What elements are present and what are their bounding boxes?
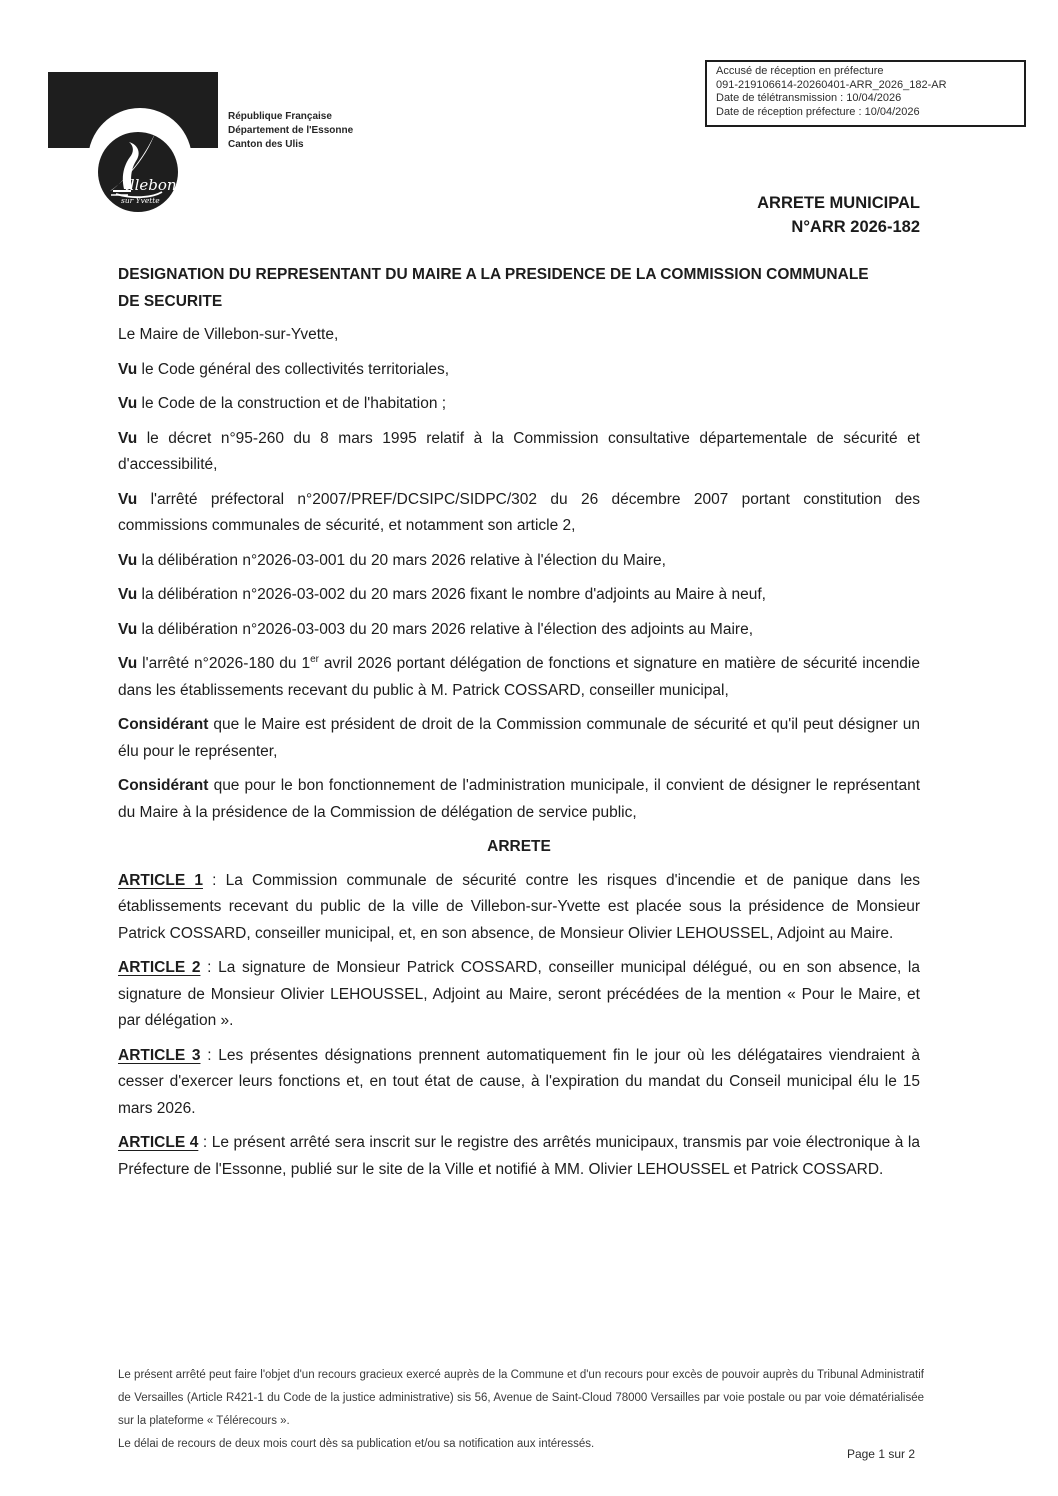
recital-text: le décret n°95-260 du 8 mars 1995 relatif à la Commission consultative départementale de sécurité et d'accessibilité, bbox=[118, 429, 920, 473]
order-heading: ARRETE bbox=[487, 838, 551, 855]
recital-text: l'arrêté n°2026-180 du 1 bbox=[137, 655, 311, 672]
recital-paragraph bbox=[118, 651, 920, 704]
recital-text: la délibération n°2026-03-002 du 20 mars 2026 fixant le nombre d'adjoints au Maire à neuf, bbox=[137, 586, 766, 603]
article-label: ARTICLE 2 bbox=[118, 959, 201, 976]
swan-icon bbox=[98, 132, 178, 212]
recital-lead: Vu bbox=[118, 360, 138, 378]
recital-paragraph bbox=[118, 617, 920, 644]
decree-title-line: ARRETE MUNICIPAL bbox=[757, 194, 920, 212]
intro-paragraph: Le Maire de Villebon-sur-Yvette, bbox=[118, 326, 339, 343]
recital-paragraph bbox=[118, 582, 920, 609]
decree-subject bbox=[118, 262, 920, 315]
letterhead-republic: République Française bbox=[228, 111, 332, 122]
recital-paragraph bbox=[118, 357, 920, 384]
recital-lead: Vu bbox=[118, 429, 138, 447]
logo-subtitle-text: sur Yvette bbox=[121, 196, 160, 205]
receipt-reference: 091-219106614-20260401-ARR_2026_182-AR bbox=[716, 78, 947, 91]
receipt-line: Accusé de réception en préfecture bbox=[716, 65, 884, 77]
receipt-reception-date: Date de réception préfecture : 10/04/2026 bbox=[716, 105, 920, 118]
logo-circle bbox=[98, 132, 178, 212]
logo-script-text: illebon bbox=[125, 176, 177, 194]
recital-lead: Vu bbox=[118, 586, 138, 603]
article-text: : Les présentes désignations prennent automatiquement fin le jour où les délégataires viendraient à cesser d'exercer leurs fonctions et, en tout état de cause, à l'expiration du mandat du Conseil municipal élu le 15 mars 2026. bbox=[118, 1046, 920, 1117]
decree-title bbox=[757, 192, 920, 239]
prefecture-receipt-box bbox=[705, 60, 1026, 127]
recital-paragraph bbox=[118, 712, 920, 765]
recital-text: que pour le bon fonctionnement de l'administration municipale, il convient de désigner le représentant du Maire à la présidence de la Commission de délégation de service public, bbox=[118, 777, 920, 821]
recital-paragraph bbox=[118, 487, 920, 540]
subject-line-2: DE SECURITE bbox=[118, 292, 223, 310]
letterhead-block bbox=[228, 110, 353, 152]
recital-paragraph bbox=[118, 391, 920, 418]
recital-lead: Vu bbox=[118, 490, 138, 508]
article-label: ARTICLE 3 bbox=[118, 1046, 201, 1064]
recital-lead: Considérant bbox=[118, 716, 209, 733]
recital-lead: Vu bbox=[118, 551, 138, 569]
recital-text: le Code de la construction et de l'habitation ; bbox=[137, 395, 447, 412]
recital-lead: Considérant bbox=[118, 777, 209, 794]
article-label: ARTICLE 1 bbox=[118, 871, 203, 889]
receipt-transmission-date: Date de télétransmission : 10/04/2026 bbox=[716, 92, 902, 104]
recital-lead: Vu bbox=[118, 620, 138, 638]
recital-paragraph bbox=[118, 773, 920, 826]
recital-text: que le Maire est président de droit de la Commission communale de sécurité et qu'il peut désigner un élu pour le représenter, bbox=[118, 716, 920, 760]
letterhead-department: Département de l'Essonne bbox=[228, 125, 354, 136]
article-text: : La signature de Monsieur Patrick COSSARD, conseiller municipal délégué, ou en son absence, la signature de Monsieur Olivier LEHOUSSEL, Adjoint au Maire, seront précédées de la mention « Pour le Maire, et par délégation ». bbox=[118, 959, 920, 1029]
recital-paragraph bbox=[118, 426, 920, 479]
recital-text: le Code général des collectivités territoriales, bbox=[137, 360, 450, 378]
recital-lead: Vu bbox=[118, 395, 138, 412]
recital-text: l'arrêté préfectoral n°2007/PREF/DCSIPC/SIDPC/302 du 26 décembre 2007 portant constitution des commissions communales de sécurité, et notamment son article 2, bbox=[118, 490, 920, 534]
recourse-notice: Le présent arrêté peut faire l'objet d'un recours gracieux exercé auprès de la Commune et d'un recours pour excès de pouvoir auprès du Tribunal Administratif de Versailles (Article R421-1 du Code de la justice administrative) sis 56, Avenue de Saint-Cloud 78000 Versailles par voie postale ou par voie dématérialisée sur la plateforme « Télérecours ». bbox=[118, 1369, 924, 1427]
recital-text: la délibération n°2026-03-001 du 20 mars 2026 relative à l'élection du Maire, bbox=[137, 551, 666, 569]
decree-body bbox=[118, 262, 920, 1191]
page-number: Page 1 sur 2 bbox=[846, 1447, 915, 1461]
recital-paragraph bbox=[118, 548, 920, 575]
article-label: ARTICLE 4 bbox=[118, 1134, 199, 1151]
article-paragraph bbox=[118, 955, 920, 1035]
decree-number: N°ARR 2026-182 bbox=[791, 217, 920, 236]
article-text: : Le présent arrêté sera inscrit sur le registre des arrêtés municipaux, transmis par voie électronique à la Préfecture de l'Essonne, publié sur le site de la Ville et notifié à MM. Olivier LEHOUSSEL et Patrick COSSARD. bbox=[118, 1134, 921, 1178]
recital-text: avril 2026 portant délégation de fonctions et signature en matière de sécurité incendie dans les établissements recevant du public à M. Patrick COSSARD, conseiller municipal, bbox=[118, 655, 920, 699]
delay-notice: Le délai de recours de deux mois court dès sa publication et/ou sa notification aux intéressés. bbox=[118, 1438, 595, 1450]
recital-text: la délibération n°2026-03-003 du 20 mars 2026 relative à l'élection des adjoints au Maire, bbox=[137, 620, 753, 638]
recital-lead: Vu bbox=[118, 655, 138, 672]
article-paragraph bbox=[118, 1043, 920, 1123]
subject-line-1: DESIGNATION DU REPRESENTANT DU MAIRE A LA PRESIDENCE DE LA COMMISSION COMMUNALE bbox=[118, 266, 869, 283]
article-text: : La Commission communale de sécurité contre les risques d'incendie et de panique dans les établissements recevant du public de la ville de Villebon-sur-Yvette est placée sous la présidence de Monsieur Patrick COSSARD, conseiller municipal, et, en son absence, de Monsieur Olivier LEHOUSSEL, Adjoint au Maire. bbox=[118, 871, 920, 942]
legal-notice bbox=[118, 1364, 924, 1456]
ordinal-superscript: er bbox=[310, 653, 319, 665]
article-paragraph bbox=[118, 1130, 920, 1183]
article-paragraph bbox=[118, 868, 920, 948]
letterhead-canton: Canton des Ulis bbox=[228, 139, 304, 150]
